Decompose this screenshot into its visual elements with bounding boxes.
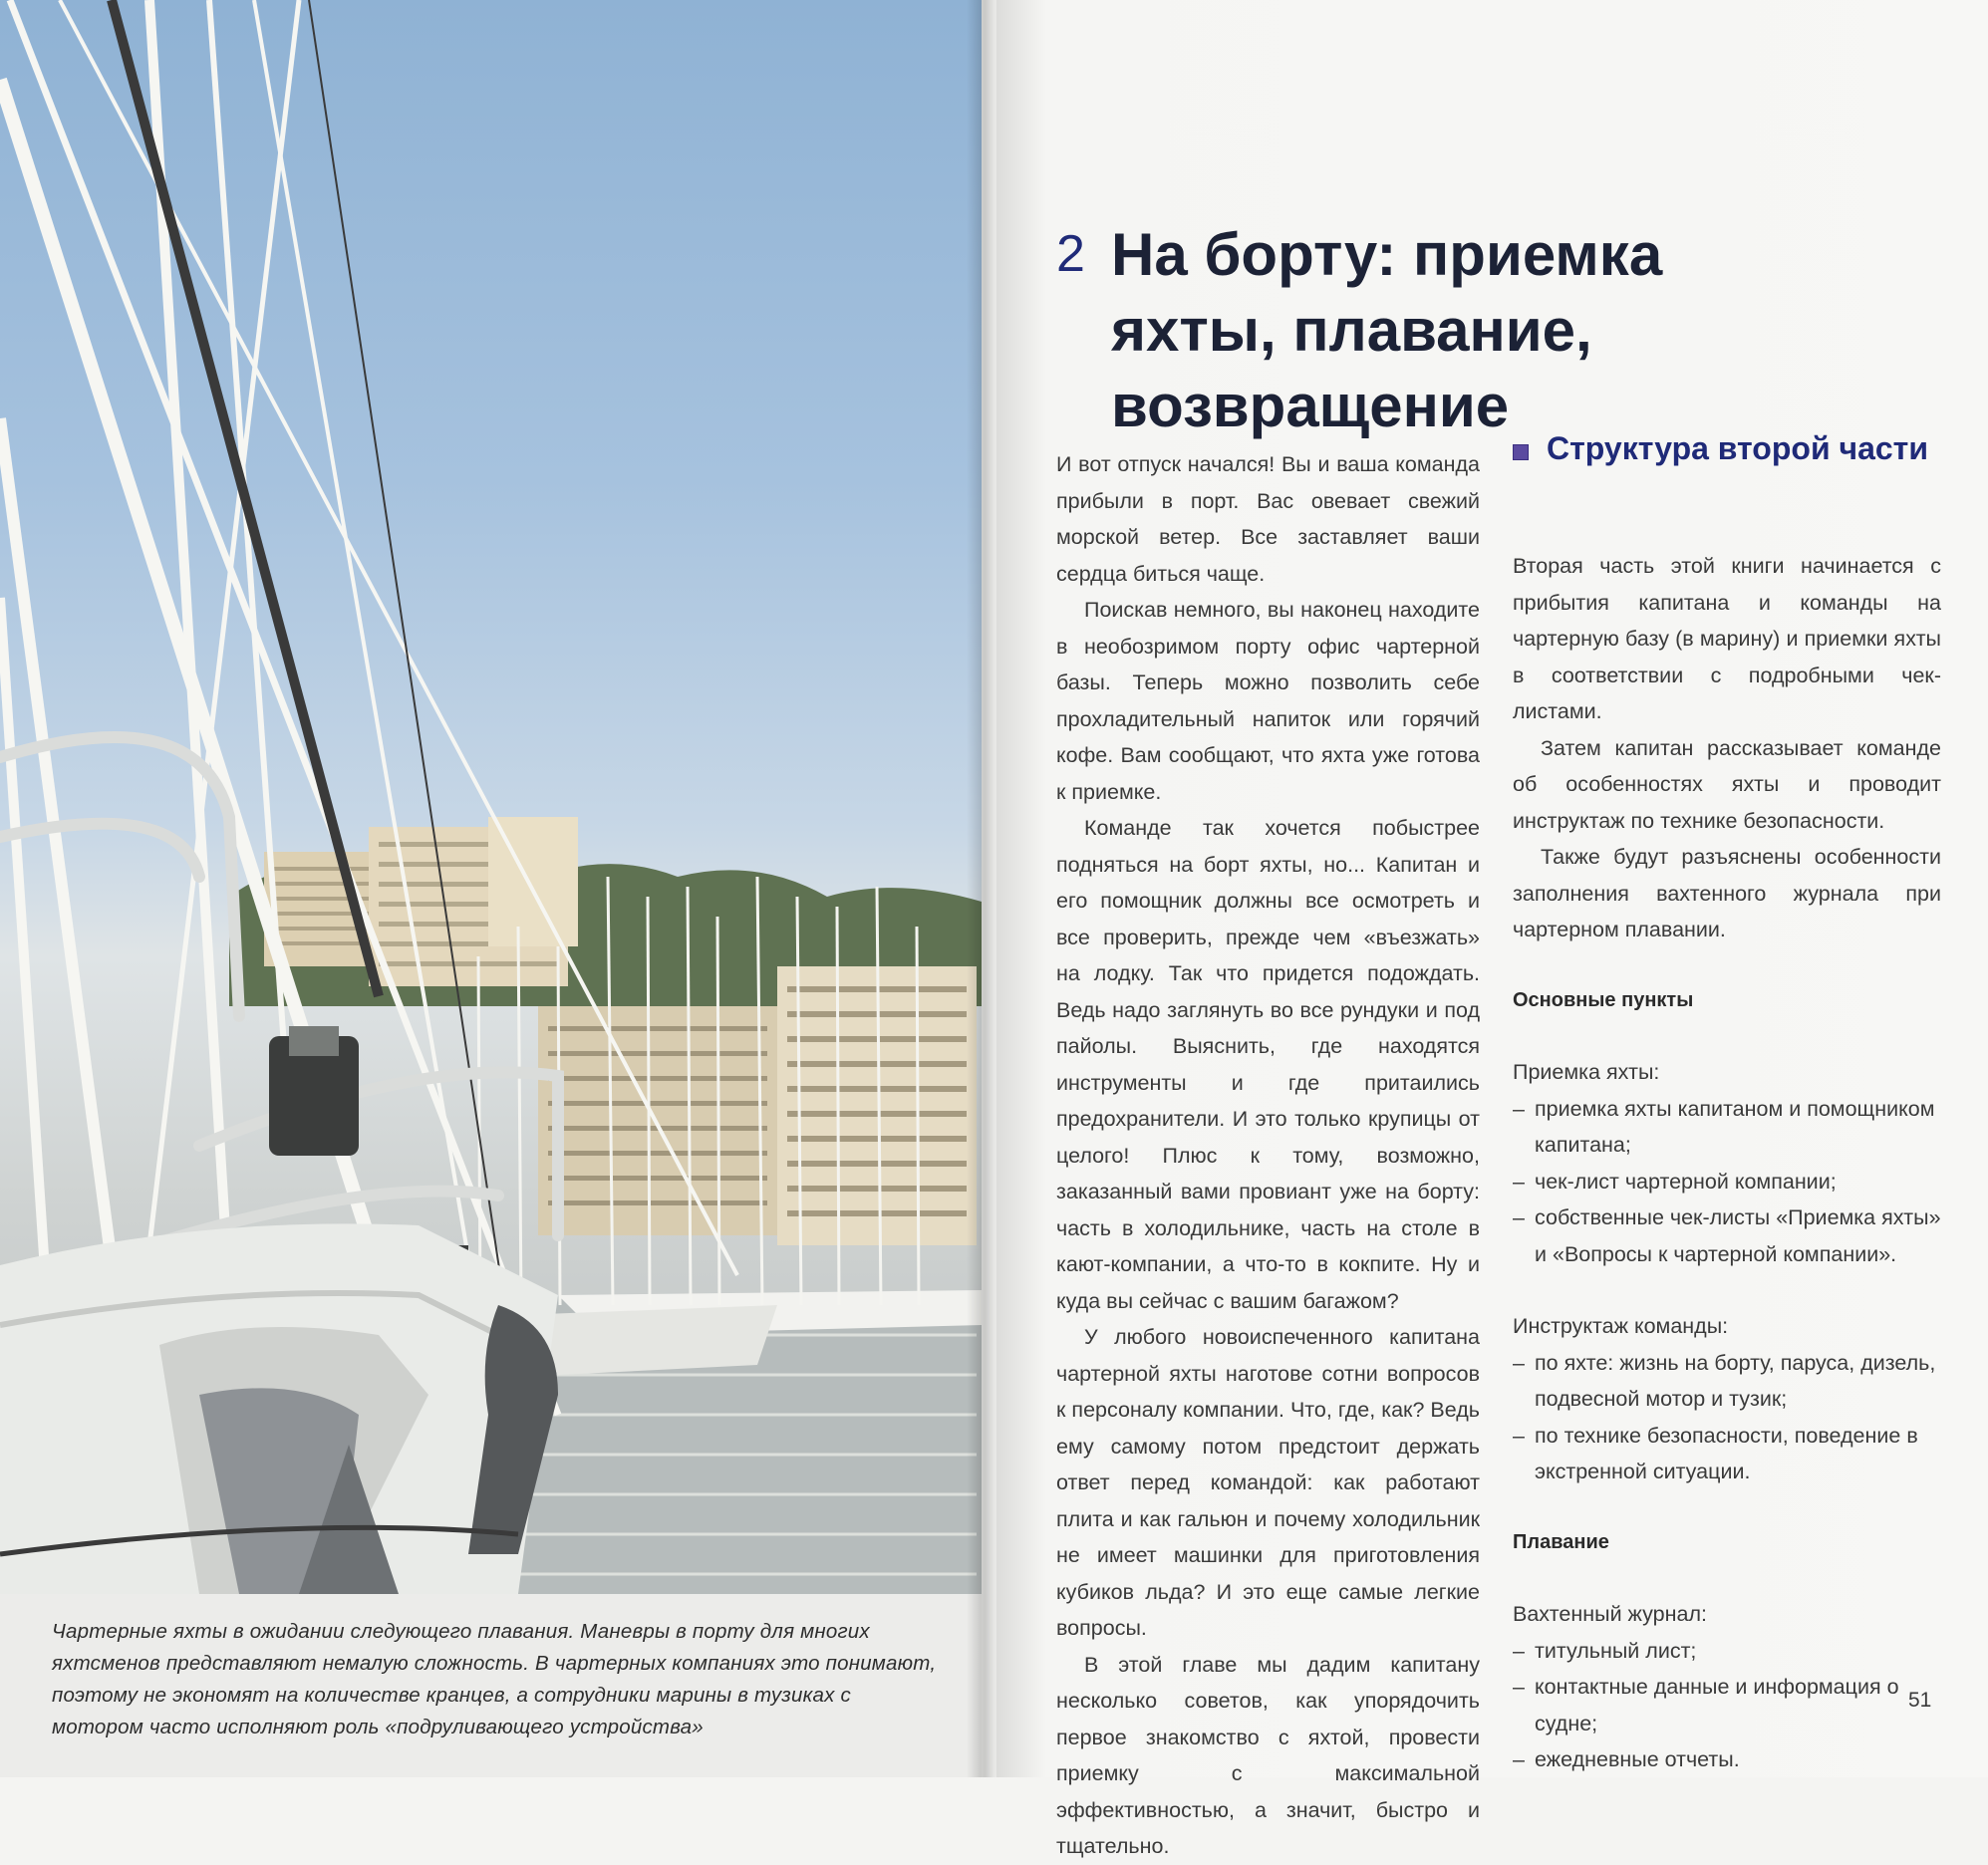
page-number: 51 <box>1908 1689 1932 1712</box>
group-title-briefing: Инструктаж команды: <box>1513 1314 1729 1338</box>
list-item: – титульный лист; <box>1513 1633 1941 1670</box>
list-item: – ежедневные отчеты. <box>1513 1741 1941 1778</box>
list-item: – контактные данные и информация о судне; <box>1513 1669 1941 1741</box>
group-title-acceptance: Приемка яхты: <box>1513 1060 1660 1084</box>
caption-text: Чартерные яхты в ожидании следующего плавания. Маневры в порту для многих яхтсменов представляют немалую сложность. В чартерных компаниях это понимают, поэтому не экономят на количестве кранцев, а сотрудники марины в тузиках с мотором часто исполняют роль «подруливающего устройства» <box>52 1620 937 1738</box>
group-title-logbook: Вахтенный журнал: <box>1513 1602 1707 1626</box>
list-item: – чек-лист чартерной компании; <box>1513 1164 1941 1200</box>
right-page <box>996 0 1988 1858</box>
chapter-title: На борту: приемка яхты, плавание, возвращение <box>1111 221 1663 439</box>
sidebar-paragraph: Также будут разъяснены особенности заполнения вахтенного журнала при чартерном плавании. <box>1513 845 1941 941</box>
photo-illustration <box>0 0 982 1594</box>
acceptance-list <box>1513 1091 1941 1273</box>
main-text-column <box>1056 446 1480 1865</box>
list-item: – собственные чек-листы «Приемка яхты» и «Вопросы к чартерной компании». <box>1513 1199 1941 1272</box>
chapter-number: 2 <box>1056 225 1085 283</box>
sidebar-intro: Вторая часть этой книги начинается с прибытия капитана и команды на чартерную базу (в марину) и приемки яхты в соответствии с подробными чек-листами. <box>1513 554 1941 723</box>
photo-caption <box>0 1594 982 1777</box>
main-paragraph: И вот отпуск начался! Вы и ваша команда прибыли в порт. Вас овевает свежий морской ветер. Все заставляет ваши сердца биться чаще. <box>1056 452 1480 586</box>
list-item: – по яхте: жизнь на борту, паруса, дизель, подвесной мотор и тузик; <box>1513 1345 1941 1418</box>
square-bullet-icon <box>1513 444 1529 460</box>
marina-yachts-photo <box>0 0 982 1594</box>
left-page <box>0 0 982 1777</box>
sidebar-title: Структура второй части <box>1547 430 1929 466</box>
section-heading-sailing: Плавание <box>1513 1530 1609 1553</box>
sidebar-paragraph: Затем капитан рассказывает команде об особенностях яхты и проводит инструктаж по технике безопасности. <box>1513 735 1941 833</box>
sidebar-header <box>1513 428 1941 548</box>
section-heading-main-points: Основные пункты <box>1513 988 1694 1011</box>
main-paragraph: В этой главе мы дадим капитану несколько советов, как упорядочить первое знакомство с яхтой, провести приемку с максимальной эффективностью, а значит, быстро и тщательно. <box>1056 1652 1480 1858</box>
structure-sidebar <box>1513 428 1941 1778</box>
logbook-list <box>1513 1633 1941 1778</box>
main-paragraph: Команде так хочется побыстрее подняться на борт яхты, но... Капитан и его помощник должны все осмотреть и все проверить, прежде чем «въезжать» на лодку. Так что придется подождать. Ведь надо заглянуть во все рундуки и под пайолы. Выяснить, где находятся инструменты и где притаились предохранители. И это только крупицы от целого! Плюс к тому, возможно, заказанный вами провиант уже на борту: часть в холодильнике, часть на столе в кают-компании, а что-то в кокпите. Ну и куда вы сейчас с вашим багажом? <box>1056 816 1480 1313</box>
main-paragraph: Поискав немного, вы наконец находите в необозримом порту офис чартерной базы. Теперь можно позволить себе прохладительный напиток или горячий кофе. Вам сообщают, что яхта уже готова к приемке. <box>1056 598 1480 804</box>
list-item: – по технике безопасности, поведение в экстренной ситуации. <box>1513 1418 1941 1490</box>
briefing-list <box>1513 1345 1941 1490</box>
list-item: – приемка яхты капитаном и помощником капитана; <box>1513 1091 1941 1164</box>
main-paragraph: У любого новоиспеченного капитана чартерной яхты наготове сотни вопросов к персоналу компании. Что, где, как? Ведь ему самому потом предстоит держать ответ перед командой: как работают плита и как гальюн и почему холодильник не имеет машинки для приготовления кубиков льда? И это еще самые легкие вопросы. <box>1056 1325 1480 1640</box>
